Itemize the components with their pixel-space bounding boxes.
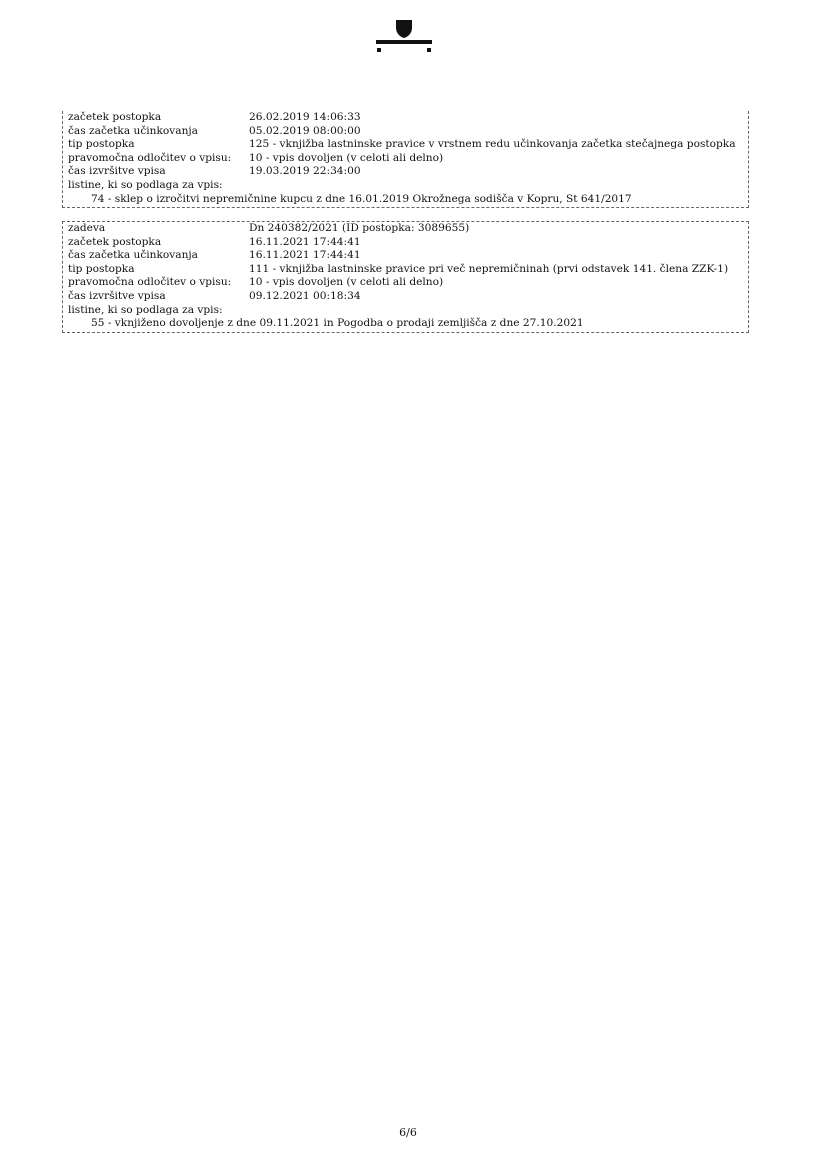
- field-label: čas izvršitve vpisa: [68, 165, 166, 178]
- field-value: 19.03.2019 22:34:00: [249, 165, 361, 178]
- field-row: [68, 236, 748, 250]
- field-value: 26.02.2019 14:06:33: [249, 111, 361, 123]
- field-row: [68, 125, 748, 139]
- field-row: [68, 152, 748, 166]
- field-row: [68, 249, 748, 263]
- field-row: [68, 276, 748, 290]
- page-number: 6/6: [399, 1126, 417, 1139]
- entry-block-1: [62, 111, 749, 208]
- field-value: 10 - vpis dovoljen (v celoti ali delno): [249, 276, 444, 289]
- coat-of-arms-icon: [372, 14, 436, 56]
- field-row: [68, 165, 748, 179]
- field-value: 16.11.2021 17:44:41: [249, 235, 361, 248]
- field-value: 125 - vknjižba lastninske pravice v vrstnem redu učinkovanja začetka stečajnega postopka: [249, 138, 736, 151]
- field-label: tip postopka: [68, 138, 135, 151]
- field-value: 111 - vknjižba lastninske pravice pri več nepremičninah (prvi odstavek 141. člena ZZK-1): [249, 262, 729, 275]
- field-label: čas začetka učinkovanja: [68, 124, 199, 137]
- field-label: zadeva: [68, 222, 106, 234]
- documents-label: listine, ki so podlaga za vpis:: [68, 178, 223, 191]
- field-label: čas začetka učinkovanja: [68, 249, 199, 262]
- field-value: 16.11.2021 17:44:41: [249, 249, 361, 262]
- field-label: tip postopka: [68, 262, 135, 275]
- field-row: [68, 290, 748, 304]
- documents-label: listine, ki so podlaga za vpis:: [68, 303, 223, 316]
- field-label: začetek postopka: [68, 235, 162, 248]
- field-value: 09.12.2021 00:18:34: [249, 289, 361, 302]
- field-label: čas izvršitve vpisa: [68, 289, 166, 302]
- field-label: pravomočna odločitev o vpisu:: [68, 151, 232, 164]
- field-row: [68, 222, 748, 236]
- field-value: 05.02.2019 08:00:00: [249, 124, 361, 137]
- field-label: začetek postopka: [68, 111, 162, 123]
- field-row: [68, 111, 748, 125]
- field-row: [68, 263, 748, 277]
- field-label: pravomočna odločitev o vpisu:: [68, 276, 232, 289]
- field-row: [68, 138, 748, 152]
- field-value: Dn 240382/2021 (ID postopka: 3089655): [249, 222, 470, 234]
- entry-block-2: [62, 221, 749, 333]
- document-item: 74 - sklep o izročitvi nepremičnine kupcu z dne 16.01.2019 Okrožnega sodišča v Kopru, St 641/2017: [91, 192, 632, 205]
- field-value: 10 - vpis dovoljen (v celoti ali delno): [249, 151, 444, 164]
- document-item: 55 - vknjiženo dovoljenje z dne 09.11.2021 in Pogodba o prodaji zemljišča z dne 27.10.2021: [91, 317, 584, 330]
